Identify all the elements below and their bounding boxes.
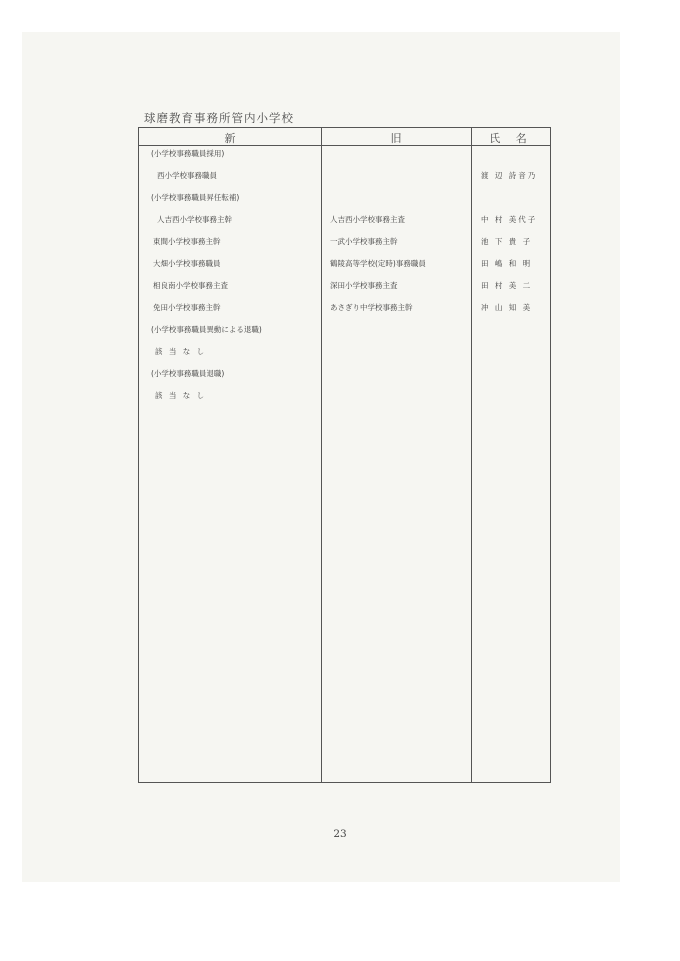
row-old-text: 人吉西小学校事務主査 — [330, 215, 405, 224]
row-new-text: (小学校事務職員昇任転補) — [151, 193, 240, 202]
row-new-text: 免田小学校事務主幹 — [153, 303, 221, 312]
row-new-text: (小学校事務職員退職) — [151, 369, 225, 378]
row-name-text: 池 下 貴 子 — [481, 237, 533, 246]
row-new-text: 該 当 な し — [155, 391, 207, 400]
row-old-text: 鶴陵高等学校(定時)事務職員 — [330, 259, 426, 268]
row-new-text: 西小学校事務職員 — [157, 171, 217, 180]
row-name-text: 田 嶋 和 明 — [481, 259, 533, 268]
row-old-text: あさぎり中学校事務主幹 — [330, 303, 413, 312]
row-new-text: 該 当 な し — [155, 347, 207, 356]
row-name-text: 田 村 美 二 — [481, 281, 533, 290]
header-name: 氏 名 — [489, 132, 533, 145]
row-new-text: (小学校事務職員異動による退職) — [151, 325, 262, 334]
row-old-text: 一武小学校事務主幹 — [330, 237, 398, 246]
header-new: 新 — [224, 132, 236, 145]
row-name-text: 冲 山 知 美 — [481, 303, 533, 312]
row-new-text: 相良南小学校事務主査 — [153, 281, 228, 290]
page-title: 球磨教育事務所管内小学校 — [144, 111, 294, 125]
column-divider-old-name — [471, 128, 472, 782]
row-new-text: (小学校事務職員採用) — [151, 149, 225, 158]
row-new-text: 東間小学校事務主幹 — [153, 237, 221, 246]
row-name-text: 渡 辺 詩音乃 — [481, 171, 538, 180]
row-new-text: 大畑小学校事務職員 — [153, 259, 221, 268]
page-number: 23 — [333, 828, 347, 840]
personnel-table — [138, 127, 551, 783]
row-new-text: 人吉西小学校事務主幹 — [157, 215, 232, 224]
header-old: 旧 — [390, 132, 402, 145]
row-name-text: 中 村 美代子 — [481, 215, 538, 224]
row-old-text: 深田小学校事務主査 — [330, 281, 398, 290]
column-divider-new-old — [321, 128, 322, 782]
